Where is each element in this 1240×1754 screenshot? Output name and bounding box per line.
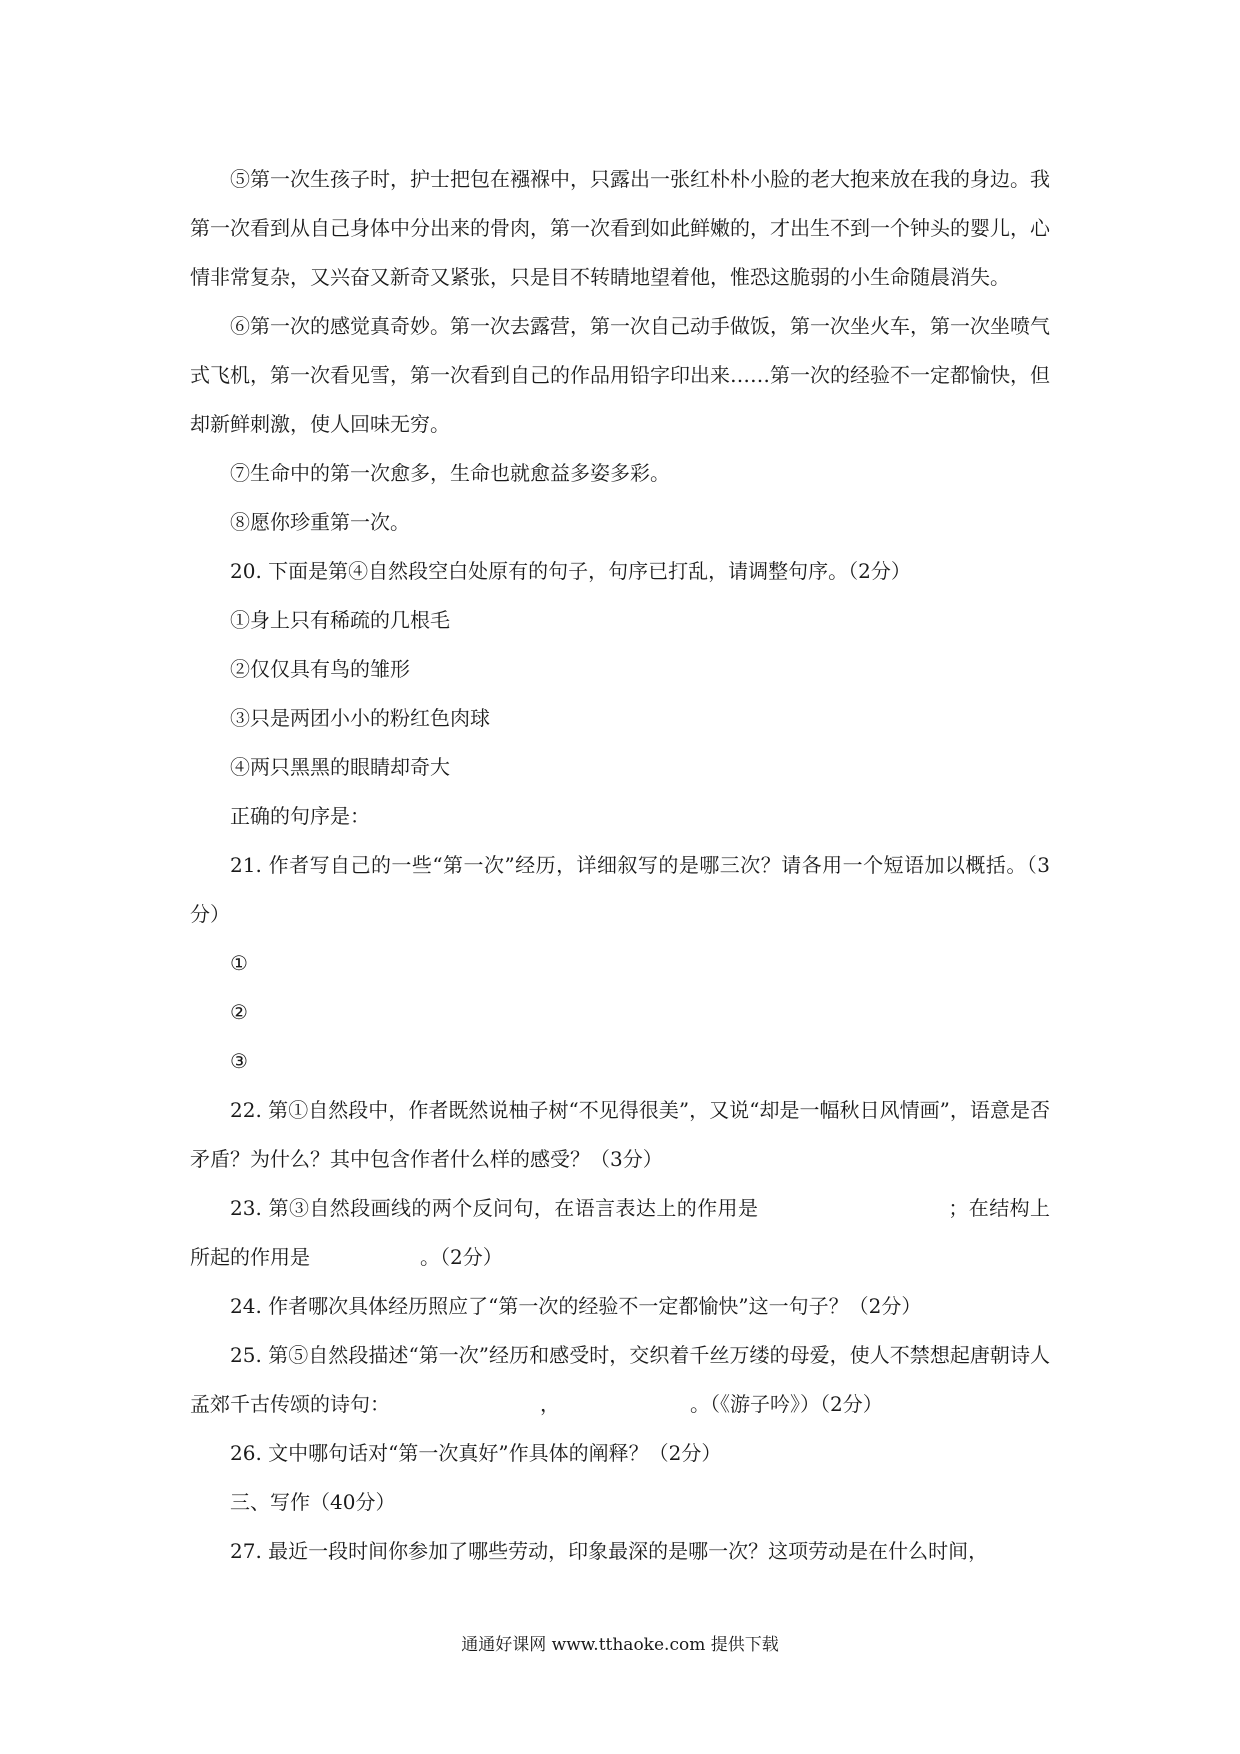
question-20-option-2: ②仅仅具有鸟的雏形 [230,657,410,681]
question-25-part-1: 25. 第⑤自然段描述“第一次”经历和感受时，交织着千丝万缕的母爱，使人不禁想起唐朝诗人孟郊千古传颂的诗句： [190,1343,1050,1416]
page-footer: 通通好课网 www.tthaoke.com 提供下载 [461,1635,779,1655]
paragraph-5: ⑤第一次生孩子时，护士把包在襁褓中，只露出一张红朴朴小脸的老大抱来放在我的身边。我第一次看到从自己身体中分出来的骨肉，第一次看到如此鲜嫩的，才出生不到一个钟头的婴儿，心情非常复杂，又兴奋又新奇又紧张，只是目不转睛地望着他，惟恐这脆弱的小生命随晨消失。 [190,167,1050,289]
question-23 [190,1184,1050,1282]
paragraph-8: ⑧愿你珍重第一次。 [230,510,410,534]
question-23-part-1: 23. 第③自然段画线的两个反问句，在语言表达上的作用是 [230,1196,759,1220]
question-23-part-3: 。（2分） [420,1245,503,1269]
paragraph-6: ⑥第一次的感觉真奇妙。第一次去露营，第一次自己动手做饭，第一次坐火车，第一次坐喷气式飞机，第一次看见雪，第一次看到自己的作品用铅字印出来……第一次的经验不一定都愉快，但却新鲜刺激，使人回味无穷。 [190,314,1050,436]
question-21: 21. 作者写自己的一些“第一次”经历，详细叙写的是哪三次？请各用一个短语加以概括。（3分） [190,853,1050,926]
question-27: 27. 最近一段时间你参加了哪些劳动，印象最深的是哪一次？这项劳动是在什么时间， [230,1539,989,1563]
paragraph-7: ⑦生命中的第一次愈多，生命也就愈益多姿多彩。 [230,461,670,485]
question-20-option-1: ①身上只有稀疏的几根毛 [230,608,450,632]
question-22: 22. 第①自然段中，作者既然说柚子树“不见得很美”，又说“却是一幅秋日风情画”，语意是否矛盾？为什么？其中包含作者什么样的感受？（3分） [190,1098,1050,1171]
question-21-blank-2: ② [230,1000,248,1024]
question-20-answer-label: 正确的句序是： [230,804,370,828]
question-25-part-3: 。（《游子吟》）（2分） [690,1392,883,1416]
question-25-part-2: ， [540,1392,560,1416]
question-21-blank-3: ③ [230,1049,248,1073]
page-content [190,155,1050,1576]
question-26: 26. 文中哪句话对“第一次真好”作具体的阐释？（2分） [230,1441,722,1465]
question-21-blank-1: ① [230,951,248,975]
section-3-heading: 三、写作（40分） [230,1490,396,1514]
question-20-option-4: ④两只黑黑的眼睛却奇大 [230,755,450,779]
question-20-option-3: ③只是两团小小的粉红色肉球 [230,706,490,730]
question-25 [190,1331,1050,1429]
question-23-part-2: ；在结构上所起的作用是 [190,1196,1051,1269]
question-20: 20. 下面是第④自然段空白处原有的句子，句序已打乱，请调整句序。（2分） [230,559,911,583]
question-24: 24. 作者哪次具体经历照应了“第一次的经验不一定都愉快”这一句子？（2分） [230,1294,922,1318]
